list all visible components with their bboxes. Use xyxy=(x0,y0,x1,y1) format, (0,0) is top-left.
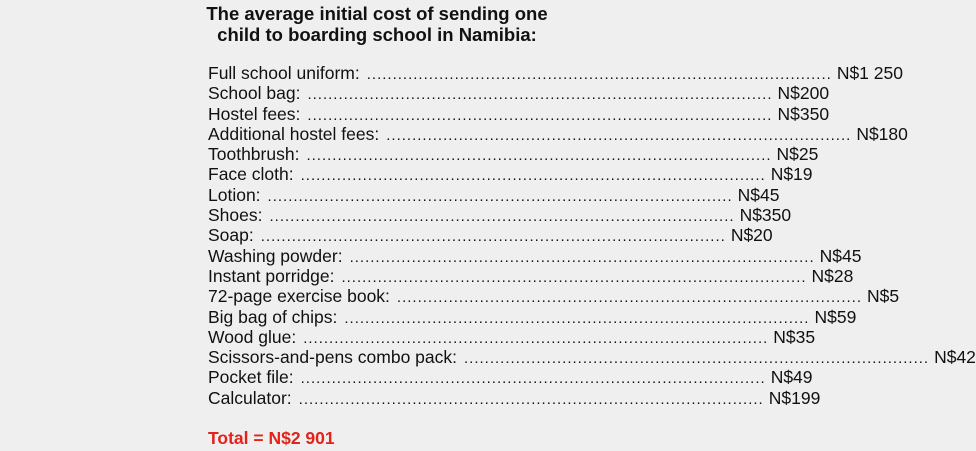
dot-leader: .......................................................................................... xyxy=(307,86,773,104)
cost-list xyxy=(208,63,976,408)
item-price: N$59 xyxy=(814,306,857,327)
dot-leader: .......................................................................................... xyxy=(341,268,807,286)
list-item xyxy=(208,205,792,226)
list-item xyxy=(208,123,908,144)
page-title: The average initial cost of sending one child to boarding school in Namibia: xyxy=(206,3,548,45)
list-item xyxy=(208,387,821,408)
list-item xyxy=(208,83,830,104)
item-price: N$35 xyxy=(773,326,816,347)
item-name: Instant porridge: xyxy=(208,265,335,286)
list-item xyxy=(208,184,780,205)
item-price: N$350 xyxy=(777,103,830,124)
dot-leader: .......................................................................................... xyxy=(303,329,769,347)
list-item xyxy=(208,225,773,246)
list-item xyxy=(208,326,816,347)
item-name: Wood glue: xyxy=(208,326,297,347)
item-name: Washing powder: xyxy=(208,245,343,266)
item-name: School bag: xyxy=(208,83,301,104)
item-name: Soap: xyxy=(208,225,254,246)
item-price: N$45 xyxy=(737,184,780,205)
item-name: Lotion: xyxy=(208,184,261,205)
dot-leader: .......................................................................................... xyxy=(260,228,726,246)
dot-leader: .......................................................................................... xyxy=(366,66,832,83)
list-item xyxy=(208,63,903,83)
item-name: Calculator: xyxy=(208,387,292,408)
item-name: Big bag of chips: xyxy=(208,306,338,327)
dot-leader: .......................................................................................... xyxy=(349,248,815,266)
item-price: N$1 250 xyxy=(836,63,903,83)
item-name: Face cloth: xyxy=(208,164,294,185)
dot-leader: .......................................................................................... xyxy=(269,208,735,226)
item-price: N$42 xyxy=(934,347,976,368)
total-label: Total = N$2 901 xyxy=(208,428,335,448)
dot-leader: .......................................................................................... xyxy=(344,309,810,327)
dot-leader: .......................................................................................... xyxy=(267,187,733,205)
item-price: N$25 xyxy=(776,144,819,165)
item-price: N$180 xyxy=(856,123,908,144)
item-price: N$350 xyxy=(739,205,792,226)
item-price: N$199 xyxy=(768,387,821,408)
item-name: Additional hostel fees: xyxy=(208,123,380,144)
item-price: N$5 xyxy=(867,286,900,307)
dot-leader: .......................................................................................... xyxy=(298,390,764,408)
list-item xyxy=(208,144,819,165)
list-item xyxy=(208,286,900,307)
item-name: Full school uniform: xyxy=(208,63,360,83)
item-price: N$49 xyxy=(770,367,813,388)
list-item xyxy=(208,367,813,388)
dot-leader: .......................................................................................... xyxy=(386,126,852,144)
item-name: Hostel fees: xyxy=(208,103,301,124)
dot-leader: .......................................................................................... xyxy=(306,147,772,165)
dot-leader: .......................................................................................... xyxy=(464,350,930,368)
dot-leader: .......................................................................................... xyxy=(307,106,773,124)
item-name: Scissors-and-pens combo pack: xyxy=(208,347,457,368)
list-item xyxy=(208,164,813,185)
list-item xyxy=(208,347,976,368)
item-price: N$45 xyxy=(819,245,862,266)
dot-leader: .......................................................................................... xyxy=(300,167,766,185)
item-price: N$20 xyxy=(730,225,773,246)
item-name: Shoes: xyxy=(208,205,263,226)
list-item xyxy=(208,103,830,124)
item-price: N$19 xyxy=(770,164,813,185)
item-name: Toothbrush: xyxy=(208,144,300,165)
dot-leader: .......................................................................................... xyxy=(300,370,766,388)
list-item xyxy=(208,306,857,327)
item-price: N$200 xyxy=(777,83,830,104)
list-item xyxy=(208,245,862,266)
item-price: N$28 xyxy=(811,265,854,286)
item-name: Pocket file: xyxy=(208,367,294,388)
list-item xyxy=(208,265,854,286)
item-name: 72-page exercise book: xyxy=(208,286,390,307)
dot-leader: .......................................................................................... xyxy=(396,289,862,307)
